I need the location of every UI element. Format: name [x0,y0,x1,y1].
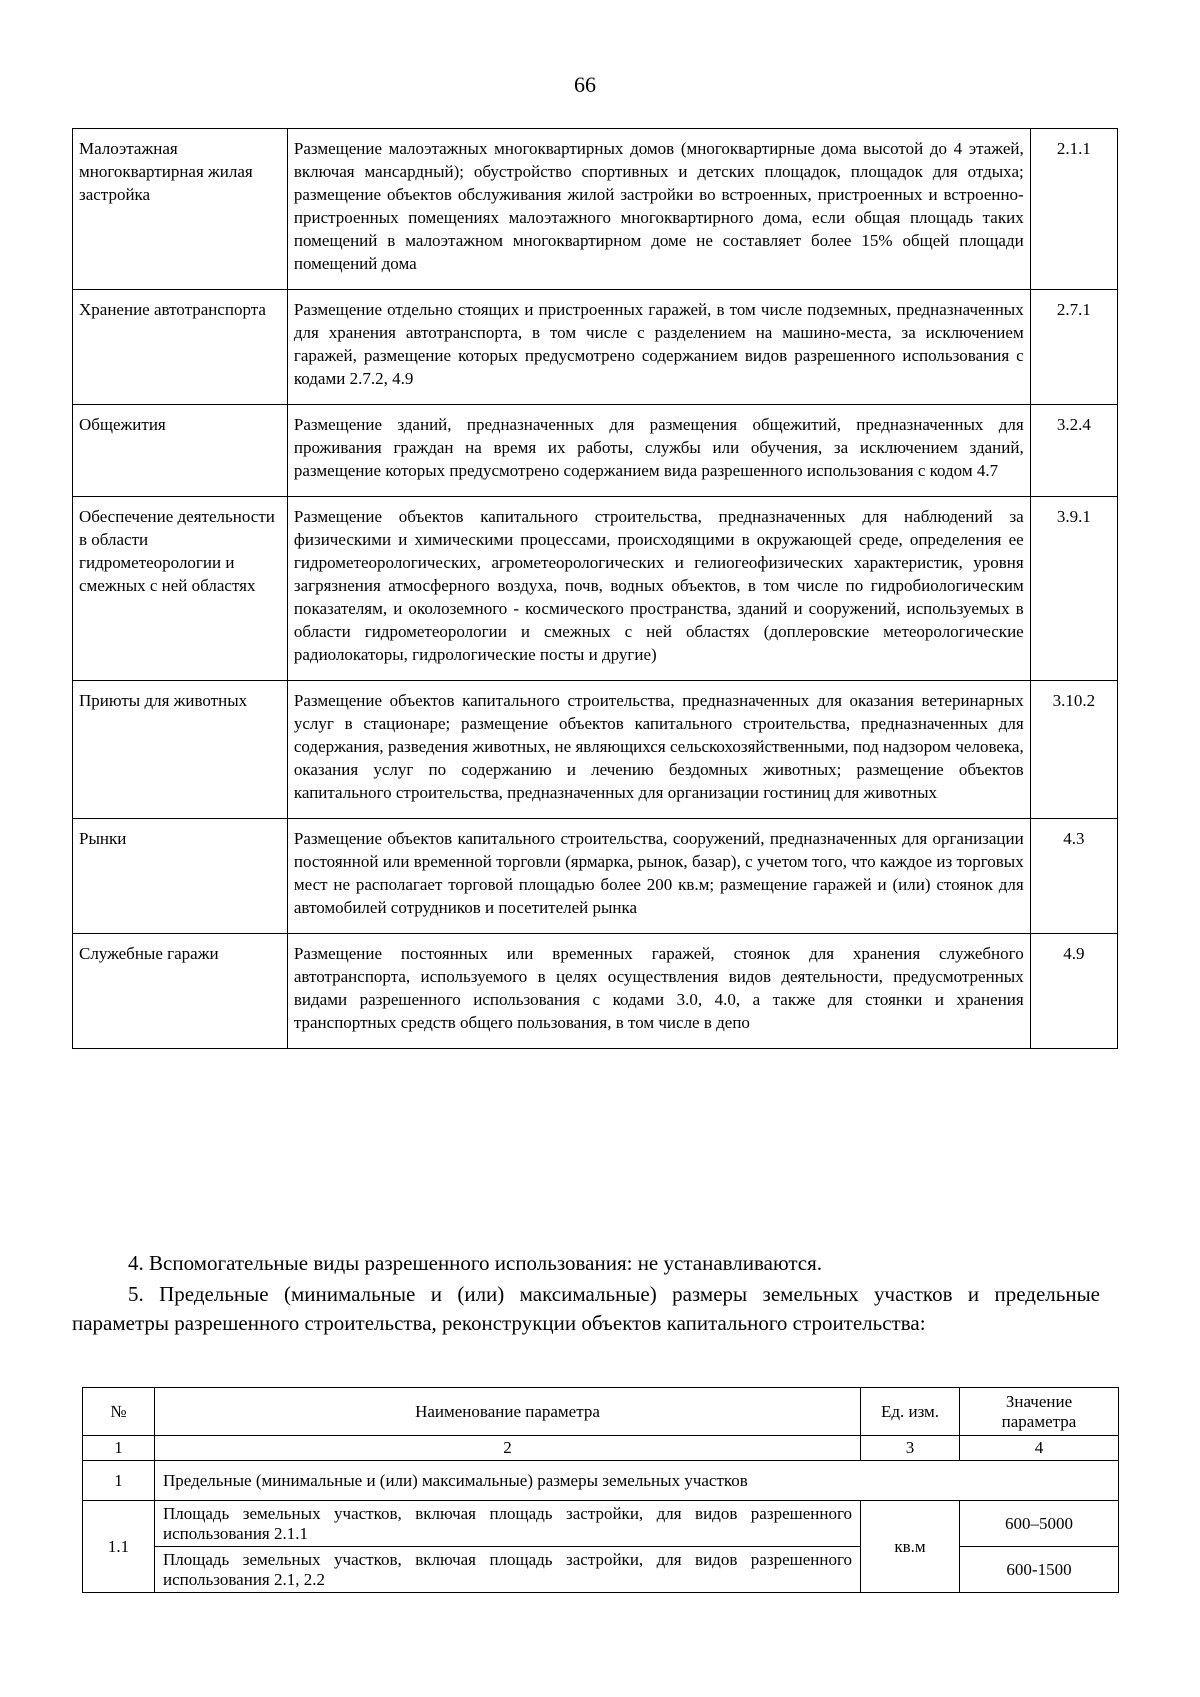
group-num: 1.1 [83,1501,155,1593]
parameter-unit: кв.м [861,1501,960,1593]
use-description-cell: Размещение объектов капитального строительства, предназначенных для наблюдений за физическими и химическими процессами, происходящими в окружающей среде, определения ее гидрометеорологических, агрометеорологических и гелиогеофизических характеристик, уровня загрязнения атмосферного воздуха, почв, водных объектов, в том числе по гидробиологическим показателям, и околоземного - космического пространства, зданий и сооружений, используемых в области гидрометеорологии и смежных с ней областях (доплеровские метеорологические радиолокаторы, гидрологические посты и другие) [287,497,1030,681]
paragraph-auxiliary-uses: 4. Вспомогательные виды разрешенного использования: не устанавливаются. [128,1251,823,1275]
use-name-cell: Служебные гаражи [73,934,288,1049]
header-value: Значение параметра [960,1388,1119,1436]
column-number: 2 [155,1436,861,1461]
permitted-uses-table [72,128,1118,1049]
column-number: 3 [861,1436,960,1461]
table-row [73,405,1118,497]
table-row [73,129,1118,290]
use-name-cell: Рынки [73,819,288,934]
use-description-cell: Размещение объектов капитального строительства, предназначенных для оказания ветеринарных услуг в стационаре; размещение объектов капитального строительства, предназначенных для содержания, разведения животных, не являющихся сельскохозяйственными, под надзором человека, оказания услуг по содержанию и лечению бездомных животных; размещение объектов капитального строительства, предназначенных для организации гостиниц для животных [287,681,1030,819]
table-row [73,819,1118,934]
parameter-value: 600-1500 [960,1547,1119,1593]
table-row [73,934,1118,1049]
use-description-cell: Размещение малоэтажных многоквартирных домов (многоквартирные дома высотой до 4 этажей, включая мансардный); обустройство спортивных и детских площадок, площадок для отдыха; размещение объектов обслуживания жилой застройки во встроенных, пристроенных и встроенно-пристроенных помещениях малоэтажного многоквартирного дома, если общая площадь таких помещений в малоэтажном многоквартирном доме не составляет более 15% общей площади помещений дома [287,129,1030,290]
use-code-cell: 3.9.1 [1030,497,1117,681]
column-number: 4 [960,1436,1119,1461]
table-row [83,1547,1119,1593]
table-row [73,497,1118,681]
use-code-cell: 4.3 [1030,819,1117,934]
table-row [73,290,1118,405]
parameter-value: 600–5000 [960,1501,1119,1547]
column-number: 1 [83,1436,155,1461]
parameter-name: Площадь земельных участков, включая площадь застройки, для видов разрешенного использования 2.1.1 [155,1501,861,1547]
use-code-cell: 4.9 [1030,934,1117,1049]
column-number-row [83,1436,1119,1461]
use-name-cell: Приюты для животных [73,681,288,819]
use-name-cell: Общежития [73,405,288,497]
section-row [83,1461,1119,1501]
use-code-cell: 2.1.1 [1030,129,1117,290]
header-row [83,1388,1119,1436]
table-row [83,1501,1119,1547]
use-description-cell: Размещение отдельно стоящих и пристроенных гаражей, в том числе подземных, предназначенных для хранения автотранспорта, в том числе с разделением на машино-места, за исключением гаражей, размещение которых предусмотрено содержанием видов разрешенного использования с кодами 2.7.2, 4.9 [287,290,1030,405]
parameter-name: Площадь земельных участков, включая площадь застройки, для видов разрешенного использования 2.1, 2.2 [155,1547,861,1593]
header-unit: Ед. изм. [861,1388,960,1436]
use-code-cell: 3.10.2 [1030,681,1117,819]
page-number: 66 [574,72,596,97]
header-num: № [83,1388,155,1436]
use-name-cell: Обеспечение деятельности в области гидрометеорологии и смежных с ней областях [73,497,288,681]
use-description-cell: Размещение зданий, предназначенных для размещения общежитий, предназначенных для проживания граждан на время их работы, службы или обучения, за исключением зданий, размещение которых предусмотрено содержанием вида разрешенного использования с кодом 4.7 [287,405,1030,497]
use-name-cell: Малоэтажная многоквартирная жилая застройка [73,129,288,290]
parameters-table [82,1387,1119,1593]
use-code-cell: 2.7.1 [1030,290,1117,405]
use-code-cell: 3.2.4 [1030,405,1117,497]
section-num: 1 [83,1461,155,1501]
table-row [73,681,1118,819]
section-title: Предельные (минимальные и (или) максимальные) размеры земельных участков [155,1461,1119,1501]
use-description-cell: Размещение постоянных или временных гаражей, стоянок для хранения служебного автотранспорта, используемого в целях осуществления видов деятельности, предусмотренных видами разрешенного использования с кодами 3.0, 4.0, а также для стоянки и хранения транспортных средств общего пользования, в том числе в депо [287,934,1030,1049]
use-description-cell: Размещение объектов капитального строительства, сооружений, предназначенных для организации постоянной или временной торговли (ярмарка, рынок, базар), с учетом того, что каждое из торговых мест не располагает торговой площадью более 200 кв.м; размещение гаражей и (или) стоянок для автомобилей сотрудников и посетителей рынка [287,819,1030,934]
header-parameter-name: Наименование параметра [155,1388,861,1436]
use-name-cell: Хранение автотранспорта [73,290,288,405]
paragraph-limit-parameters: 5. Предельные (минимальные и (или) максимальные) размеры земельных участков и предельные параметры разрешенного строительства, реконструкции объектов капитального строительства: [72,1282,1100,1335]
